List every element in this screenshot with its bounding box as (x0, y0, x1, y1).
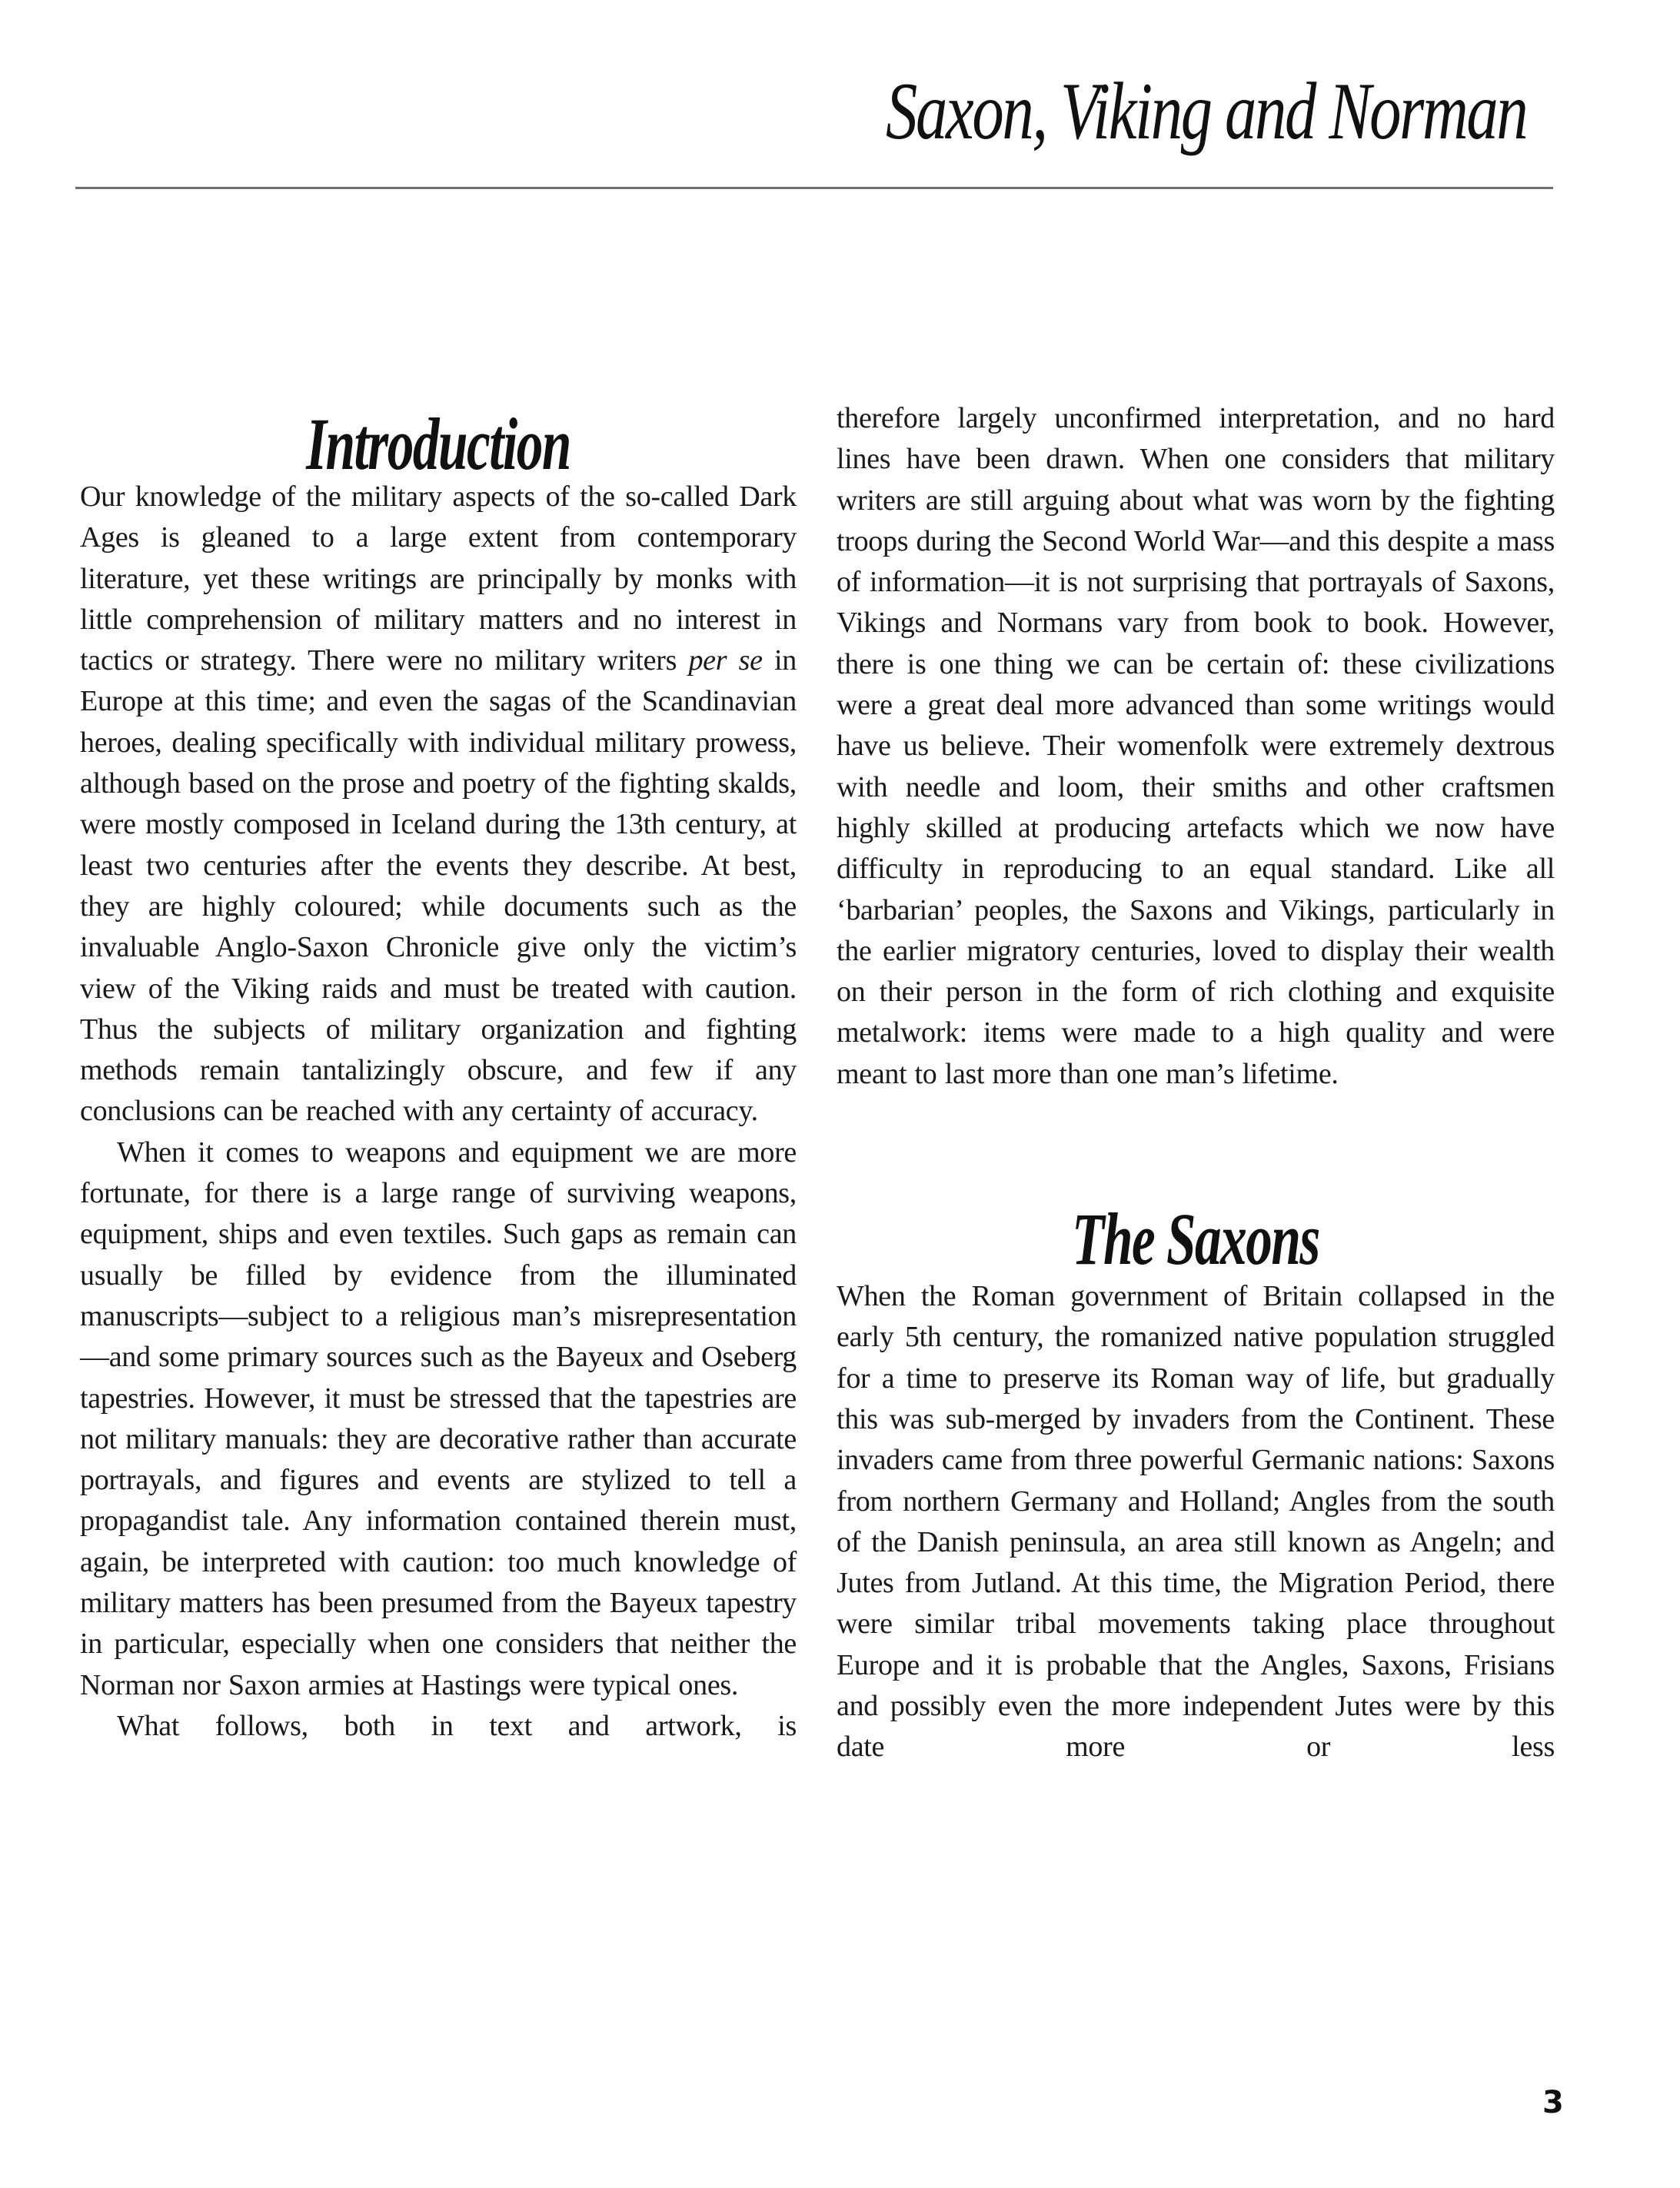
right-column (837, 398, 1555, 1768)
intro-paragraph-1-italic: per se (688, 644, 763, 677)
intro-paragraph-3-start: What follows, both in text and artwork, is (117, 1709, 797, 1742)
left-column (80, 384, 797, 1747)
intro-paragraph-1-text-b: in Europe at this time; and even the sagas of the Scandinavian heroes, dealing specifically with individual military prowess, although based on the prose and poetry of the fighting skalds, were mostly composed in Iceland during the 13th century, at least two centuries after the events they describe. At best, they are highly coloured; while documents such as the invaluable Anglo-Saxon Chronicle give only the victim’s view of the Viking raids and must be treated with caution. Thus the subjects of military organization and fighting methods remain tantalizingly obscure, and few if any conclusions can be reached with any certainty of accuracy. (80, 644, 797, 1128)
intro-paragraph-1 (80, 477, 797, 1132)
intro-paragraph-1-text-a: Our knowledge of the military aspects of the so-called Dark Ages is gleaned to a large extent from contemporary literature, yet these writings are principally by monks with little comprehension of military matters and no interest in tactics or strategy. There were no military writers (80, 480, 797, 677)
running-head-title: Saxon, Viking and Norman (885, 66, 1526, 156)
page-number: 3 (1542, 2085, 1564, 2120)
saxons-heading: The Saxons (1072, 1198, 1319, 1281)
saxons-paragraph-1: When the Roman government of Britain collapsed in the early 5th century, the romanized native population struggled for a time to preserve its Roman way of life, but gradually this was sub-merged by invaders from the Continent. These invaders came from three powerful Germanic nations: Saxons from northern Germany and Holland; Angles from the south of the Danish peninsula, an area still known as Angeln; and Jutes from Jutland. At this time, the Migration Period, there were similar tribal movements taking place throughout Europe and it is probable that the Angles, Saxons, Frisians and possibly even the more independent Jutes were by this date more or less (837, 1280, 1555, 1764)
intro-paragraph-2: When it comes to weapons and equipment we are more fortunate, for there is a large range of surviving weapons, equipment, ships and even textiles. Such gaps as remain can usually be filled by evidence from the illuminated manuscripts—subject to a religious man’s misrepresentation—and some primary sources such as the Bayeux and Oseberg tapestries. However, it must be stressed that the tapestries are not military manuals: they are decorative rather than accurate portrayals, and figures and events are stylized to tell a propagandist tale. Any information contained therein must, again, be interpreted with caution: too much knowledge of military matters has been presumed from the Bayeux tapestry in particular, especially when one considers that neither the Norman nor Saxon armies at Hastings were typical ones. (80, 1136, 797, 1701)
header-rule (75, 187, 1553, 189)
introduction-heading: Introduction (306, 403, 571, 485)
intro-paragraph-3-continued: therefore largely unconfirmed interpretation, and no hard lines have been drawn. When one considers that military writers are still arguing about what was worn by the fighting troops during the Second World War—and this despite a mass of information—it is not surprising that portrayals of Saxons, Vikings and Normans vary from book to book. However, there is one thing we can be certain of: these civilizations were a great deal more advanced than some writings would have us believe. Their womenfolk were extremely dextrous with needle and loom, their smiths and other craftsmen highly skilled at producing artefacts which we now have difficulty in reproducing to an equal standard. Like all ‘barbarian’ peoples, the Saxons and Vikings, particularly in the earlier migratory centuries, loved to display their wealth on their person in the form of rich clothing and exquisite metalwork: items were made to a high quality and were meant to last more than one man’s lifetime. (837, 402, 1555, 1090)
